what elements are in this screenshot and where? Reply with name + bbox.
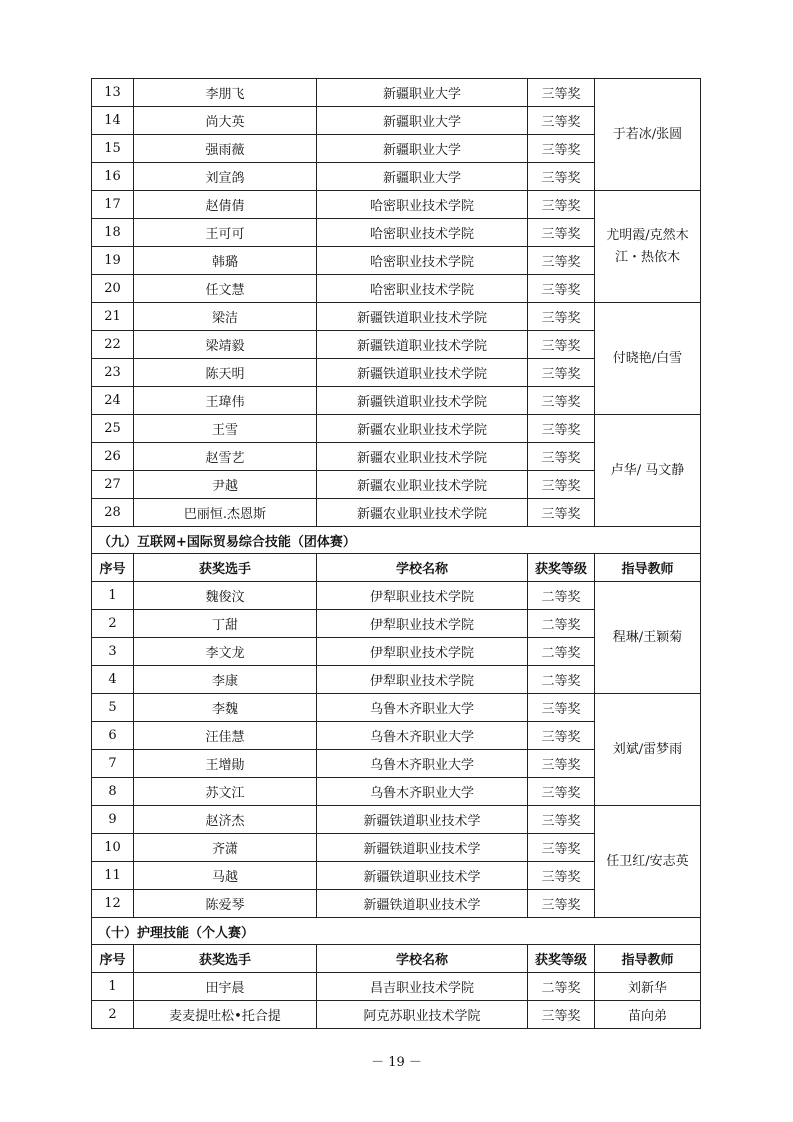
row-number: 23 <box>92 359 134 387</box>
school-name: 新疆职业大学 <box>317 107 528 135</box>
award-level: 三等奖 <box>528 890 595 918</box>
table-row <box>92 806 701 834</box>
school-name: 新疆铁道职业技术学 <box>317 890 528 918</box>
award-level: 二等奖 <box>528 666 595 694</box>
winner-name: 尹越 <box>134 471 317 499</box>
winner-name: 王增勛 <box>134 750 317 778</box>
row-number: 24 <box>92 387 134 415</box>
school-name: 哈密职业技术学院 <box>317 191 528 219</box>
award-level: 三等奖 <box>528 415 595 443</box>
winner-name: 陈天明 <box>134 359 317 387</box>
header-winner: 获奖选手 <box>134 554 317 582</box>
header-school: 学校名称 <box>317 945 528 973</box>
award-level: 三等奖 <box>528 107 595 135</box>
row-number: 25 <box>92 415 134 443</box>
school-name: 新疆铁道职业技术学 <box>317 862 528 890</box>
table-row <box>92 973 701 1001</box>
award-level: 三等奖 <box>528 862 595 890</box>
winner-name: 李朋飞 <box>134 79 317 107</box>
winner-name: 麦麦提吐松•托合提 <box>134 1001 317 1029</box>
school-name: 乌鲁木齐职业大学 <box>317 750 528 778</box>
row-number: 2 <box>92 1001 134 1029</box>
row-number: 17 <box>92 191 134 219</box>
winner-name: 马越 <box>134 862 317 890</box>
award-level: 三等奖 <box>528 79 595 107</box>
section-title: （九）互联网+国际贸易综合技能（团体赛） <box>92 527 701 554</box>
row-number: 13 <box>92 79 134 107</box>
header-award: 获奖等级 <box>528 945 595 973</box>
school-name: 哈密职业技术学院 <box>317 275 528 303</box>
winner-name: 魏俊汶 <box>134 582 317 610</box>
award-level: 三等奖 <box>528 499 595 527</box>
winner-name: 梁靖毅 <box>134 331 317 359</box>
header-instructor: 指导教师 <box>595 554 701 582</box>
award-level: 三等奖 <box>528 750 595 778</box>
header-school: 学校名称 <box>317 554 528 582</box>
row-number: 22 <box>92 331 134 359</box>
row-number: 1 <box>92 582 134 610</box>
award-level: 三等奖 <box>528 443 595 471</box>
winner-name: 赵倩倩 <box>134 191 317 219</box>
winner-name: 强雨薇 <box>134 135 317 163</box>
winner-name: 巴丽恒.杰恩斯 <box>134 499 317 527</box>
instructor-names: 付晓艳/白雪 <box>595 303 701 415</box>
school-name: 哈密职业技术学院 <box>317 247 528 275</box>
winner-name: 苏文江 <box>134 778 317 806</box>
instructor-names: 卢华/ 马文静 <box>595 415 701 527</box>
school-name: 阿克苏职业技术学院 <box>317 1001 528 1029</box>
award-level: 三等奖 <box>528 275 595 303</box>
instructor-names: 刘新华 <box>595 973 701 1001</box>
school-name: 新疆铁道职业技术学院 <box>317 303 528 331</box>
row-number: 3 <box>92 638 134 666</box>
row-number: 11 <box>92 862 134 890</box>
row-number: 20 <box>92 275 134 303</box>
instructor-names: 刘斌/雷梦雨 <box>595 694 701 806</box>
school-name: 新疆农业职业技术学院 <box>317 499 528 527</box>
award-level: 三等奖 <box>528 219 595 247</box>
award-level: 二等奖 <box>528 973 595 1001</box>
school-name: 新疆铁道职业技术学院 <box>317 387 528 415</box>
row-number: 15 <box>92 135 134 163</box>
table-header-row <box>92 945 701 973</box>
school-name: 新疆职业大学 <box>317 163 528 191</box>
header-winner: 获奖选手 <box>134 945 317 973</box>
table-row <box>92 694 701 722</box>
school-name: 昌吉职业技术学院 <box>317 973 528 1001</box>
award-level: 三等奖 <box>528 135 595 163</box>
school-name: 新疆铁道职业技术学院 <box>317 331 528 359</box>
award-level: 三等奖 <box>528 471 595 499</box>
award-level: 三等奖 <box>528 331 595 359</box>
row-number: 10 <box>92 834 134 862</box>
winner-name: 任文慧 <box>134 275 317 303</box>
winner-name: 赵雪艺 <box>134 443 317 471</box>
winner-name: 梁洁 <box>134 303 317 331</box>
school-name: 乌鲁木齐职业大学 <box>317 722 528 750</box>
award-level: 三等奖 <box>528 694 595 722</box>
award-level: 三等奖 <box>528 303 595 331</box>
row-number: 1 <box>92 973 134 1001</box>
award-level: 二等奖 <box>528 582 595 610</box>
row-number: 28 <box>92 499 134 527</box>
school-name: 新疆农业职业技术学院 <box>317 415 528 443</box>
row-number: 18 <box>92 219 134 247</box>
winner-name: 韩璐 <box>134 247 317 275</box>
row-number: 8 <box>92 778 134 806</box>
table-row <box>92 1001 701 1029</box>
row-number: 27 <box>92 471 134 499</box>
school-name: 乌鲁木齐职业大学 <box>317 778 528 806</box>
instructor-names: 尤明霞/克然木江・热依木 <box>595 191 701 303</box>
award-level: 三等奖 <box>528 163 595 191</box>
school-name: 新疆农业职业技术学院 <box>317 443 528 471</box>
school-name: 新疆铁道职业技术学 <box>317 834 528 862</box>
instructor-names: 苗向弟 <box>595 1001 701 1029</box>
award-level: 二等奖 <box>528 638 595 666</box>
table-row <box>92 582 701 610</box>
header-award: 获奖等级 <box>528 554 595 582</box>
row-number: 5 <box>92 694 134 722</box>
table-row <box>92 191 701 219</box>
school-name: 新疆铁道职业技术学院 <box>317 359 528 387</box>
row-number: 21 <box>92 303 134 331</box>
row-number: 6 <box>92 722 134 750</box>
award-level: 三等奖 <box>528 806 595 834</box>
header-instructor: 指导教师 <box>595 945 701 973</box>
award-level: 三等奖 <box>528 387 595 415</box>
section-heading-row <box>92 918 701 945</box>
award-level: 三等奖 <box>528 1001 595 1029</box>
winner-name: 陈爱琴 <box>134 890 317 918</box>
row-number: 12 <box>92 890 134 918</box>
awards-table <box>91 78 701 1029</box>
school-name: 伊犁职业技术学院 <box>317 638 528 666</box>
school-name: 伊犁职业技术学院 <box>317 582 528 610</box>
row-number: 7 <box>92 750 134 778</box>
winner-name: 王可可 <box>134 219 317 247</box>
section-heading-row <box>92 527 701 554</box>
page-number: － 19 － <box>371 1055 422 1070</box>
table-header-row <box>92 554 701 582</box>
school-name: 新疆农业职业技术学院 <box>317 471 528 499</box>
row-number: 19 <box>92 247 134 275</box>
school-name: 伊犁职业技术学院 <box>317 610 528 638</box>
award-level: 二等奖 <box>528 610 595 638</box>
instructor-names: 任卫红/安志英 <box>595 806 701 918</box>
award-level: 三等奖 <box>528 247 595 275</box>
row-number: 9 <box>92 806 134 834</box>
row-number: 4 <box>92 666 134 694</box>
school-name: 伊犁职业技术学院 <box>317 666 528 694</box>
school-name: 新疆职业大学 <box>317 135 528 163</box>
winner-name: 王瑋伟 <box>134 387 317 415</box>
school-name: 乌鲁木齐职业大学 <box>317 694 528 722</box>
award-level: 三等奖 <box>528 191 595 219</box>
winner-name: 尚大英 <box>134 107 317 135</box>
table-row <box>92 303 701 331</box>
header-number: 序号 <box>92 945 134 973</box>
winner-name: 田宇晨 <box>134 973 317 1001</box>
awards-table-body <box>92 79 701 1029</box>
award-level: 三等奖 <box>528 834 595 862</box>
section-title: （十）护理技能（个人赛） <box>92 918 701 945</box>
header-number: 序号 <box>92 554 134 582</box>
winner-name: 王雪 <box>134 415 317 443</box>
instructor-names: 程琳/王颖菊 <box>595 582 701 694</box>
winner-name: 齐潇 <box>134 834 317 862</box>
row-number: 14 <box>92 107 134 135</box>
table-row <box>92 415 701 443</box>
row-number: 26 <box>92 443 134 471</box>
award-level: 三等奖 <box>528 722 595 750</box>
winner-name: 李文龙 <box>134 638 317 666</box>
row-number: 2 <box>92 610 134 638</box>
school-name: 新疆铁道职业技术学 <box>317 806 528 834</box>
award-level: 三等奖 <box>528 778 595 806</box>
instructor-names: 于若冰/张圆 <box>595 79 701 191</box>
winner-name: 李康 <box>134 666 317 694</box>
winner-name: 刘宣鸽 <box>134 163 317 191</box>
winner-name: 赵济杰 <box>134 806 317 834</box>
award-level: 三等奖 <box>528 359 595 387</box>
winner-name: 李魏 <box>134 694 317 722</box>
table-row <box>92 79 701 107</box>
winner-name: 丁甜 <box>134 610 317 638</box>
school-name: 哈密职业技术学院 <box>317 219 528 247</box>
row-number: 16 <box>92 163 134 191</box>
school-name: 新疆职业大学 <box>317 79 528 107</box>
winner-name: 汪佳慧 <box>134 722 317 750</box>
